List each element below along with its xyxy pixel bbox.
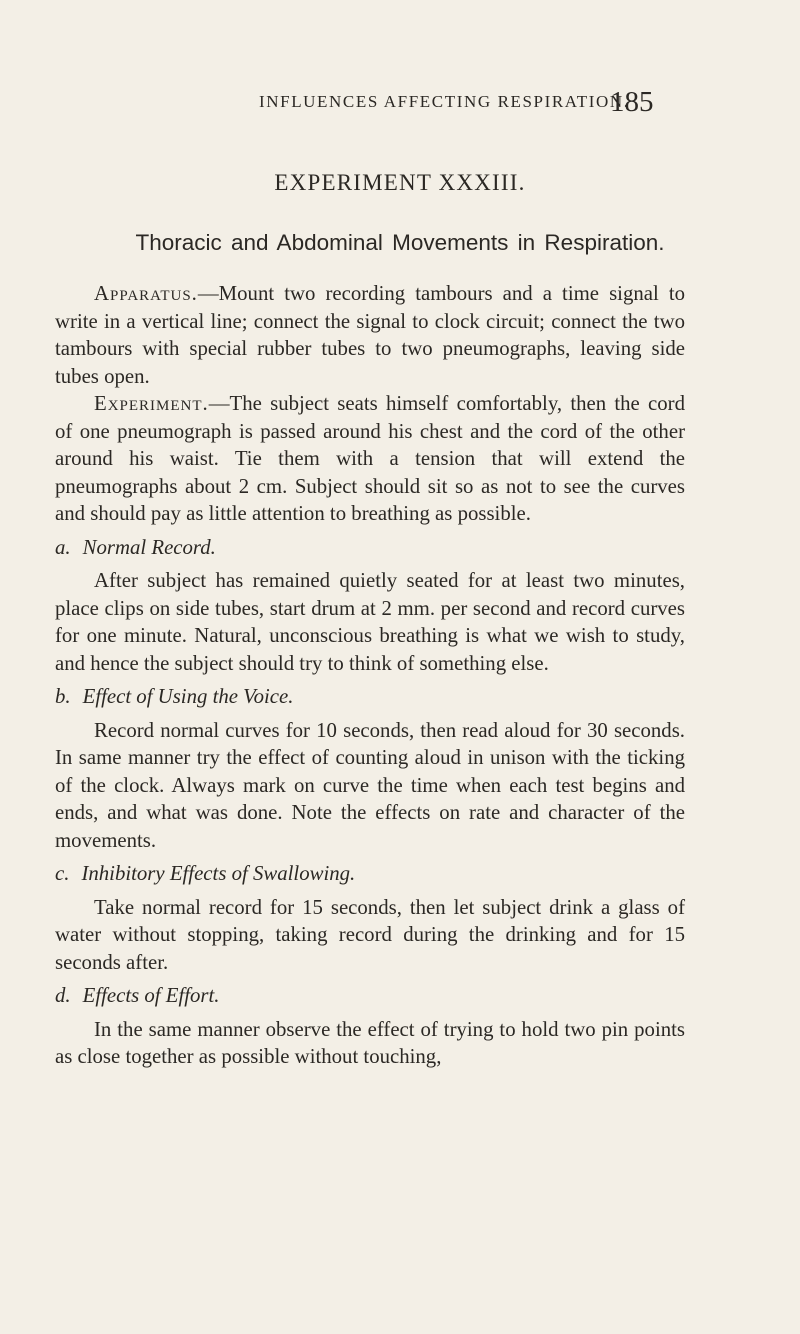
experiment-paragraph — [55, 390, 685, 528]
apparatus-paragraph — [55, 280, 685, 390]
body-text — [55, 280, 685, 1071]
subsection-label: c. — [55, 862, 70, 885]
experiment-heading: EXPERIMENT XXXIII. — [274, 170, 526, 195]
subsection-title: Inhibitory Effects of Swallowing. — [81, 862, 356, 885]
subsection-label: b. — [55, 685, 71, 708]
subsection-d-heading — [55, 982, 685, 1010]
subsection-d-text: In the same manner observe the effect of trying to hold two pin points as close together as possible without touching, — [55, 1017, 685, 1068]
apparatus-text: —Mount two recording tambours and a time signal to write in a vertical line; connect the signal to clock circuit; connect the two tambours with special rubber tubes to two pneumographs, leaving side tubes open. — [55, 282, 685, 388]
subsection-a-heading — [55, 534, 685, 562]
subsection-title: Effect of Using the Voice. — [82, 685, 294, 708]
section-title: Thoracic and Abdominal Movements in Respiration. — [135, 230, 665, 255]
subsection-title: Effects of Effort. — [82, 984, 220, 1007]
apparatus-label: Apparatus. — [94, 282, 198, 305]
experiment-text: —The subject seats himself comfortably, then the cord of one pneumograph is passed around his chest and the cord of the other around his waist. Tie them with a tension that will extend the pneumographs about 2 cm. Subject should sit so as not to see the curves and should pay as little attention to breathing as possible. — [55, 392, 685, 525]
subsection-b-heading — [55, 683, 685, 711]
page-number: 185 — [610, 86, 654, 118]
subsection-title: Normal Record. — [82, 535, 216, 559]
subsection-a-text: After subject has remained quietly seated for at least two minutes, place clips on side tubes, start drum at 2 mm. per second and record curves for one minute. Natural, unconscious breathing is what we wish to study, and hence the subject should try to think of something else. — [55, 569, 685, 675]
subsection-c-heading — [55, 860, 685, 888]
running-head-title: INFLUENCES AFFECTING RESPIRATION. — [259, 92, 630, 111]
subsection-label: d. — [55, 984, 71, 1007]
subsection-c-text: Take normal record for 15 seconds, then let subject drink a glass of water without stopping, taking record during the drinking and for 15 seconds after. — [55, 895, 685, 974]
subsection-label: a. — [55, 535, 71, 559]
experiment-label: Experiment. — [94, 392, 209, 415]
subsection-b-text: Record normal curves for 10 seconds, then read aloud for 30 seconds. In same manner try the effect of counting aloud in unison with the ticking of the clock. Always mark on curve the time when each test begins and ends, and what was done. Note the effects on rate and character of the movements. — [55, 718, 685, 852]
